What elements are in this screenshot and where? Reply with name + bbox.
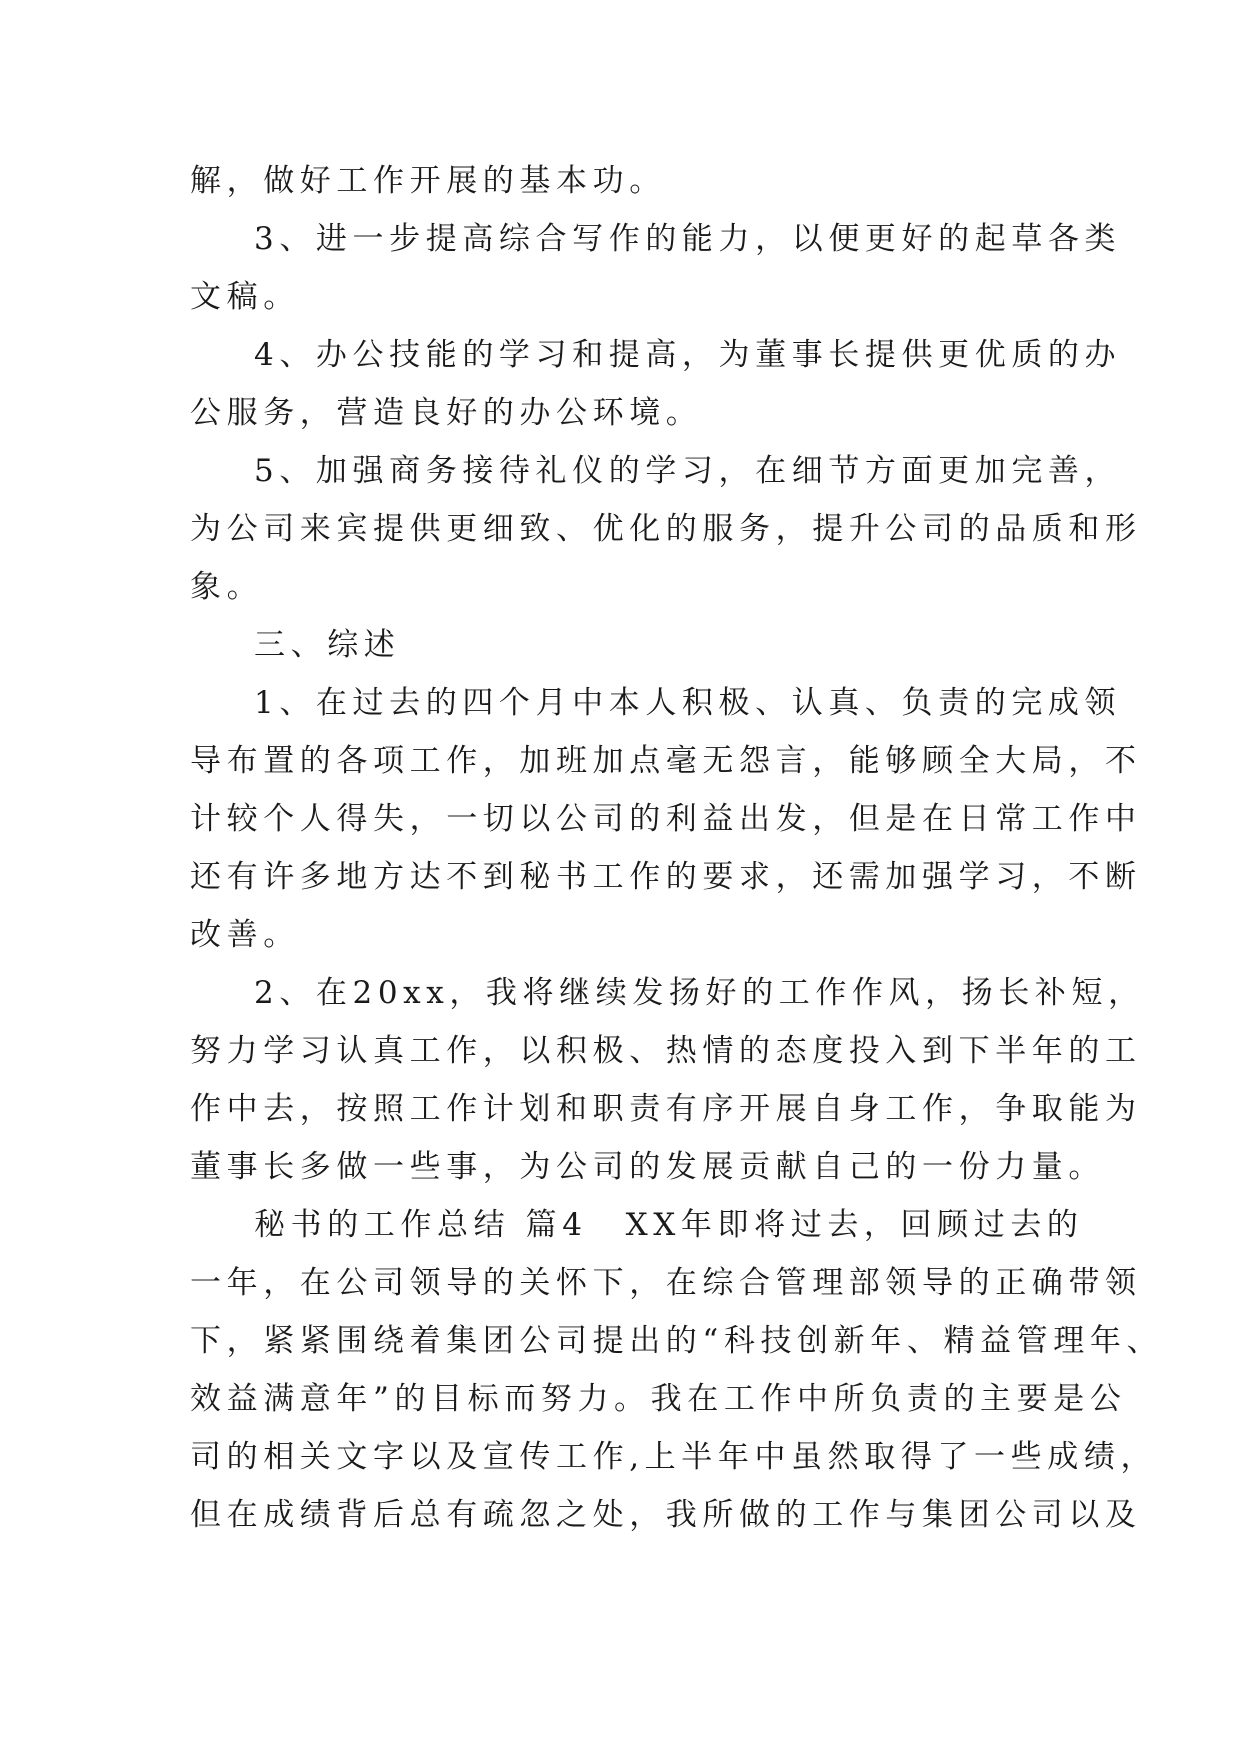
text-line: 但在成绩背后总有疏忽之处，我所做的工作与集团公司以及 [190, 1497, 1142, 1533]
text-line: 效益满意年”的目标而努力。我在工作中所负责的主要是公 [190, 1381, 1127, 1417]
text-line: 1、在过去的四个月中本人积极、认真、负责的完成领 [254, 685, 1122, 721]
text-line: 公服务，营造良好的办公环境。 [190, 395, 703, 431]
text-line: 象。 [190, 569, 264, 605]
text-line: 还有许多地方达不到秘书工作的要求，还需加强学习，不断 [190, 859, 1142, 895]
text-line: XX年即将过去，回顾过去的 [625, 1207, 1084, 1243]
text-line: 5、加强商务接待礼仪的学习，在细节方面更加完善， [254, 453, 1122, 489]
document-body [190, 152, 1164, 1544]
text-line: 董事长多做一些事，为公司的发展贡献自己的一份力量。 [190, 1149, 1105, 1185]
article-heading: 秘书的工作总结 篇4 [254, 1207, 588, 1243]
article-heading-line [190, 1196, 1084, 1254]
text-line: 一年，在公司领导的关怀下，在综合管理部领导的正确带领 [190, 1265, 1142, 1301]
text-line: 为公司来宾提供更细致、优化的服务，提升公司的品质和形 [190, 511, 1142, 547]
text-line: 司的相关文字以及宣传工作,上半年中虽然取得了一些成绩， [190, 1439, 1158, 1475]
text-line: 下，紧紧围绕着集团公司提出的“科技创新年、精益管理年、 [190, 1323, 1164, 1359]
text-line: 解，做好工作开展的基本功。 [190, 163, 666, 199]
text-line: 改善。 [190, 917, 300, 953]
text-line: 2、在20xx，我将继续发扬好的工作作风，扬长补短， [254, 975, 1145, 1011]
text-line: 努力学习认真工作，以积极、热情的态度投入到下半年的工 [190, 1033, 1142, 1069]
text-line: 4、办公技能的学习和提高，为董事长提供更优质的办 [254, 337, 1122, 373]
text-line: 作中去，按照工作计划和职责有序开展自身工作，争取能为 [190, 1091, 1142, 1127]
text-line: 导布置的各项工作，加班加点毫无怨言，能够顾全大局，不 [190, 743, 1142, 779]
text-line: 文稿。 [190, 279, 300, 315]
section-heading: 三、综述 [254, 627, 401, 663]
text-line: 3、进一步提高综合写作的能力，以便更好的起草各类 [254, 221, 1122, 257]
text-line: 计较个人得失，一切以公司的利益出发，但是在日常工作中 [190, 801, 1142, 837]
